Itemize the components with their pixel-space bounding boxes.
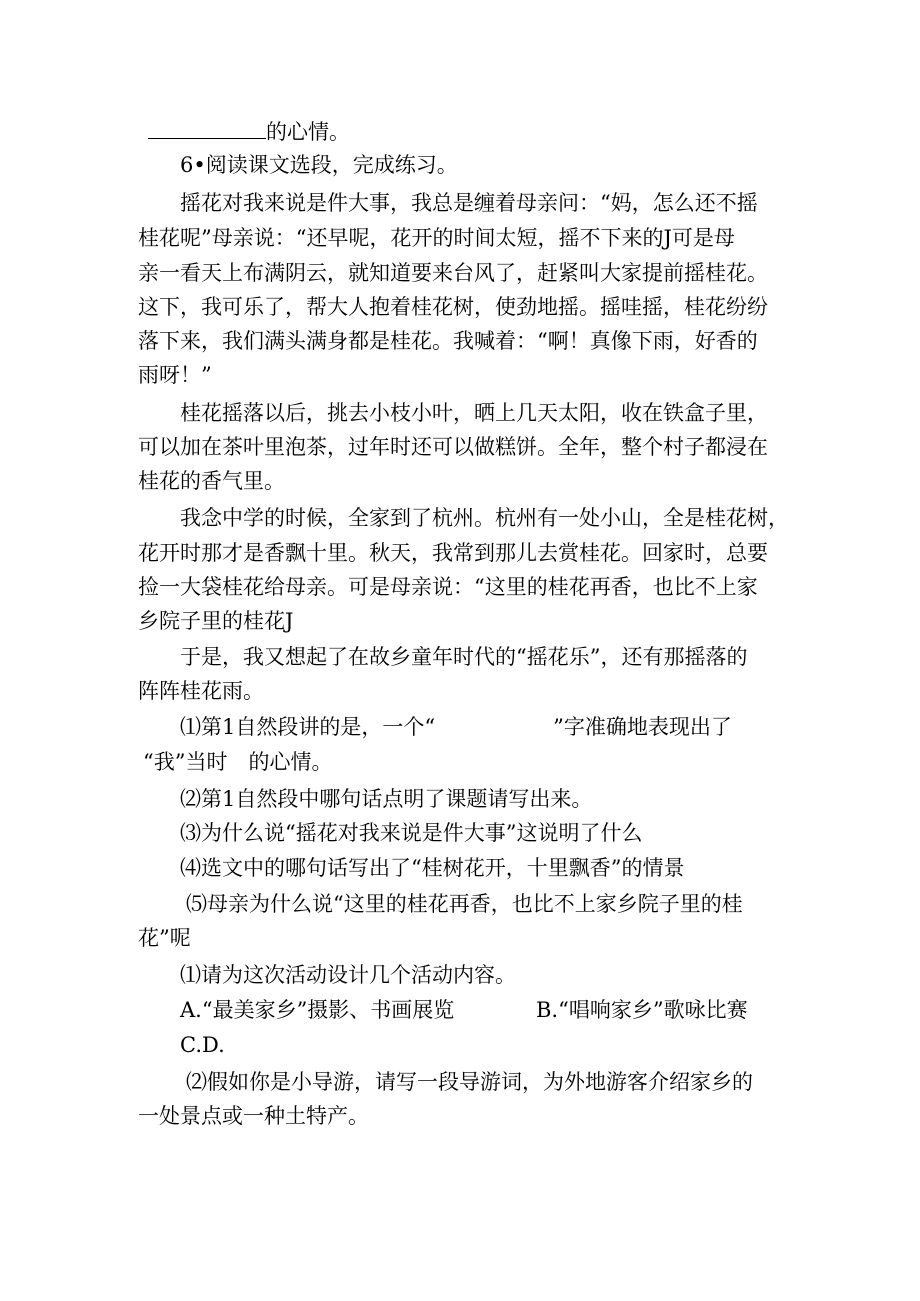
question-1 [180,710,732,744]
passage-line: 桂花呢”母亲说：“还早呢，花开的时间太短，摇不下来的J可是母 [138,226,735,250]
passage-line: 乡院子里的桂花J [138,609,294,633]
question-1-continuation: “我”当时 的心情。 [143,750,333,774]
passage-line: 这下，我可乐了，帮大人抱着桂花树，使劲地摇。摇哇摇，桂花纷纷 [138,295,768,319]
question-5: ⑸母亲为什么说“这里的桂花再香，也比不上家乡院子里的桂 [186,892,743,916]
option-a: A.“最美家乡”摄影、书画展览 [180,998,455,1022]
blank-line [148,114,350,149]
passage-line: 摇花对我来说是件大事，我总是缠着母亲问：“妈，怎么还不摇 [180,191,758,215]
passage-line: 我念中学的时候，全家到了杭州。杭州有一处小山，全是桂花树， [180,506,789,530]
blank-tail-text: 的心情。 [266,120,350,144]
passage-line: 捡一大袋桂花给母亲。可是母亲说：“这里的桂花再香，也比不上家 [138,575,758,599]
option-b: B.“唱响家乡”歌咏比赛 [536,998,748,1022]
activity-question-2-continuation: 一处景点或一种土特产。 [138,1104,369,1128]
passage-line: 阵阵桂花雨。 [138,679,264,703]
passage-line: 桂花摇落以后，挑去小枝小叶，晒上几天太阳，收在铁盒子里， [180,401,768,425]
activity-question-1: ⑴请为这次活动设计几个活动内容。 [180,963,516,987]
answer-blank [148,114,266,139]
question-6-header: 6•阅读课文选段，完成练习。 [180,153,458,177]
passage-line: 于是，我又想起了在故乡童年时代的“摇花乐”，还有那摇落的 [180,645,748,669]
passage-line: 落下来，我们满头满身都是桂花。我喊着：“啊！真像下雨，好香的 [138,329,758,353]
question-3: ⑶为什么说“摇花对我来说是件大事”这说明了什么 [180,821,643,845]
passage-line: 桂花的香气里。 [138,469,285,493]
question-1-start: ⑴第1自然段讲的是，一个“ [180,715,436,739]
question-5-continuation: 花”呢 [138,926,191,950]
passage-line: 亲一看天上布满阴云，就知道要来台风了，赶紧叫大家提前摇桂花。 [138,261,768,285]
question-4: ⑷选文中的哪句话写出了“桂树花开，十里飘香”的情景 [180,856,685,880]
question-1-end: ”字准确地表现出了 [553,715,732,739]
option-cd: C.D. [180,1033,225,1057]
activity-question-2: ⑵假如你是小导游，请写一段导游词，为外地游客介绍家乡的 [186,1070,753,1094]
passage-line: 可以加在茶叶里泡茶，过年时还可以做糕饼。全年，整个村子都浸在 [138,435,768,459]
question-2: ⑵第1自然段中哪句话点明了课题请写出来。 [180,787,593,811]
passage-line: 花开时那才是香飘十里。秋天，我常到那儿去赏桂花。回家时，总要 [138,541,768,565]
passage-line: 雨呀！” [138,363,212,387]
